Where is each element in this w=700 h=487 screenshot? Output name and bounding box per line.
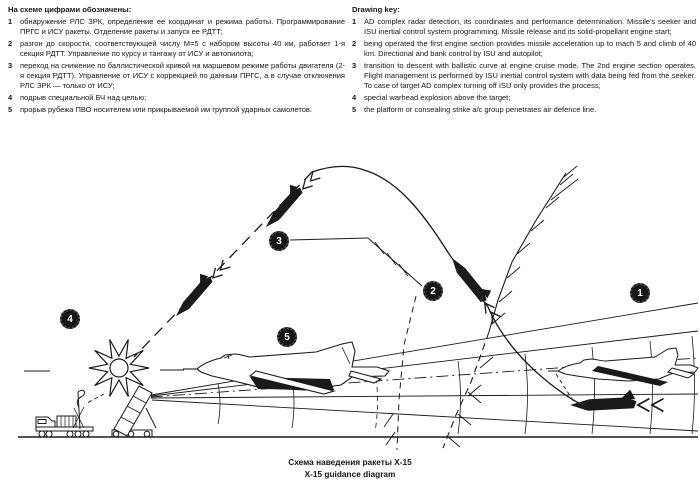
stage-marker-1: 1 [630, 283, 650, 303]
legend-item-number: 2 [352, 38, 357, 48]
radar-unit [108, 386, 158, 437]
antenna-truck [36, 390, 93, 437]
legend-item-number: 5 [8, 105, 13, 115]
legend-item-text: AD complex radar detection, its coordinates and performance determination. Missile's seeker and ISU inertial control system programming. Missile release and its solid-propellant engine start; [364, 16, 696, 36]
legend-item-number: 3 [8, 60, 13, 70]
air-defence-line-right [443, 166, 578, 448]
legend-russian-heading: На схеме цифрами обозначены: [8, 5, 132, 14]
legend-item-text: разгон до скорости, соответствующей числу М=5 с набором высоты 40 км, работает 1-я секция РДТТ. Управление по курсу и тангажу от ИСУ и автопилота; [20, 38, 345, 58]
air-defence-line-left [290, 238, 422, 450]
marker-3-leader-line [290, 238, 368, 240]
caption-russian: Схема наведения ракеты Х-15 [288, 457, 412, 467]
legend-english-heading: Drawing key: [352, 5, 400, 14]
legend-item-text: the platform or consealing strike a/c group penetrates air defence line. [364, 105, 597, 115]
stage-marker-2: 2 [423, 281, 443, 301]
legend-item-text: being operated the first engine section provides missile acceleration up to mach 5 and climb of 40 km. Directional and bank control by ISU and autopilot; [364, 38, 696, 58]
legend-item-number: 5 [352, 105, 357, 115]
legend-item-number: 1 [352, 16, 357, 26]
missile-launched [570, 390, 663, 412]
legend-item-text: прорыв рубежа ПВО носителем или прикрываемой им группой ударных самолетов. [20, 105, 312, 115]
sam-site [36, 386, 158, 437]
caption-english: X-15 guidance diagram [304, 468, 396, 479]
legend-item-text: special warhead explosion above the target; [364, 92, 511, 102]
missile-release-path [556, 374, 574, 402]
legend-item-number: 4 [352, 92, 357, 102]
legend-item-text: обнаружение РЛС ЗРК, определение ее координат и режима работы. Программирование ПРГС и ИСУ ракеты. Отделение ракеты и запуск ее РДТТ; [20, 16, 345, 36]
strike-aircraft [183, 342, 389, 394]
legend-item-number: 2 [8, 38, 13, 48]
legend-item-text: переход на снижение по баллистической кривой на маршевом режиме работы двигателя (2-я секция РДТТ). Управление от ИСУ с коррекцией по данным ПРГС, а в случае отключения РЛС ЗРК — только от ИСУ; [20, 60, 345, 90]
legend-item-number: 3 [352, 60, 357, 70]
legend-item-number: 1 [8, 16, 13, 26]
stage-marker-3: 3 [269, 231, 289, 251]
stage-marker-4: 4 [60, 309, 80, 329]
missile-descending-lower [167, 255, 230, 319]
legend-item-text: подрыв специальной БЧ над целью; [20, 92, 147, 102]
stage-marker-5: 5 [277, 327, 297, 347]
diagram-caption [0, 457, 700, 480]
legend-item-number: 4 [8, 92, 13, 102]
missile-climbing [448, 251, 507, 324]
legend-item-text: transition to descent with ballistic curve at engine cruise mode. The 2nd engine section operates. Flight management is performed by ISU inertial control system with data being fed from the seeker. To case of target AD complex turning off ISU only provides the process; [364, 60, 696, 90]
missile-descending-upper [257, 166, 320, 230]
